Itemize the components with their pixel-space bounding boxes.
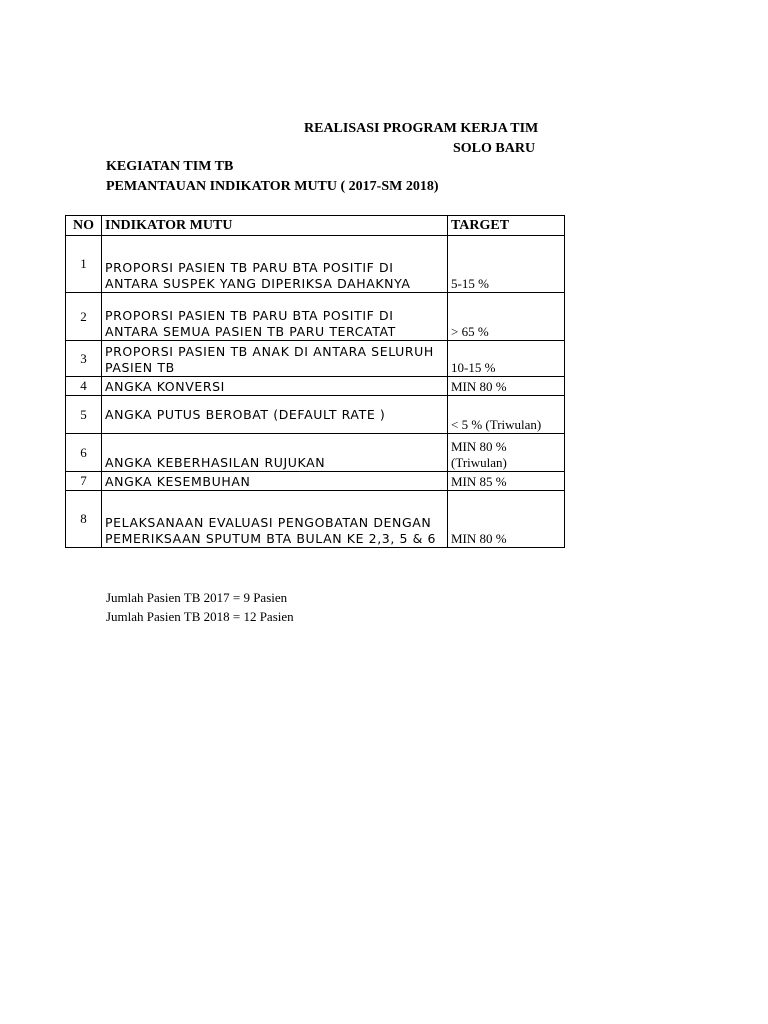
table-row [66, 434, 565, 472]
target-cell: MIN 85 % [448, 472, 565, 491]
subtitle-kegiatan: KEGIATAN TIM TB [106, 159, 234, 174]
footer-total-2018: Jumlah Pasien TB 2018 = 12 Pasien [106, 609, 294, 624]
row-number: 5 [66, 396, 102, 434]
indicator-table [65, 215, 565, 548]
target-cell: MIN 80 % [448, 377, 565, 396]
target-cell: MIN 80 % (Triwulan) [448, 434, 565, 472]
indicator-cell: ANGKA KESEMBUHAN [102, 472, 448, 491]
subtitle-pemantauan: PEMANTAUAN INDIKATOR MUTU ( 2017-SM 2018) [106, 179, 439, 194]
title-line-1: REALISASI PROGRAM KERJA TIM [304, 121, 539, 136]
table-header-row [66, 216, 565, 236]
table-row [66, 236, 565, 293]
column-header-indikator: INDIKATOR MUTU [102, 216, 448, 236]
row-number: 4 [66, 377, 102, 396]
footer-total-2017: Jumlah Pasien TB 2017 = 9 Pasien [106, 590, 288, 605]
row-number: 3 [66, 341, 102, 377]
row-number: 8 [66, 491, 102, 548]
target-cell: < 5 % (Triwulan) [448, 396, 565, 434]
row-number: 7 [66, 472, 102, 491]
indicator-cell: PROPORSI PASIEN TB PARU BTA POSITIF DI ANTARA SEMUA PASIEN TB PARU TERCATAT [102, 293, 448, 341]
table-row [66, 341, 565, 377]
title-line-2: SOLO BARU [453, 141, 536, 156]
row-number: 2 [66, 293, 102, 341]
row-number: 1 [66, 236, 102, 293]
table-row [66, 293, 565, 341]
table-row [66, 491, 565, 548]
target-cell: MIN 80 % [448, 491, 565, 548]
column-header-no: NO [66, 216, 102, 236]
indicator-cell: PROPORSI PASIEN TB PARU BTA POSITIF DI ANTARA SUSPEK YANG DIPERIKSA DAHAKNYA [102, 236, 448, 293]
indicator-cell: ANGKA PUTUS BEROBAT (DEFAULT RATE ) [102, 396, 448, 434]
target-cell: 10-15 % [448, 341, 565, 377]
indicator-cell: PROPORSI PASIEN TB ANAK DI ANTARA SELURUH PASIEN TB [102, 341, 448, 377]
table-row [66, 396, 565, 434]
indicator-cell: ANGKA KONVERSI [102, 377, 448, 396]
row-number: 6 [66, 434, 102, 472]
indicator-cell: ANGKA KEBERHASILAN RUJUKAN [102, 434, 448, 472]
indicator-cell: PELAKSANAAN EVALUASI PENGOBATAN DENGAN PEMERIKSAAN SPUTUM BTA BULAN KE 2,3, 5 & 6 [102, 491, 448, 548]
target-cell: > 65 % [448, 293, 565, 341]
target-cell: 5-15 % [448, 236, 565, 293]
column-header-target: TARGET [448, 216, 565, 236]
table-row [66, 377, 565, 396]
table-row [66, 472, 565, 491]
